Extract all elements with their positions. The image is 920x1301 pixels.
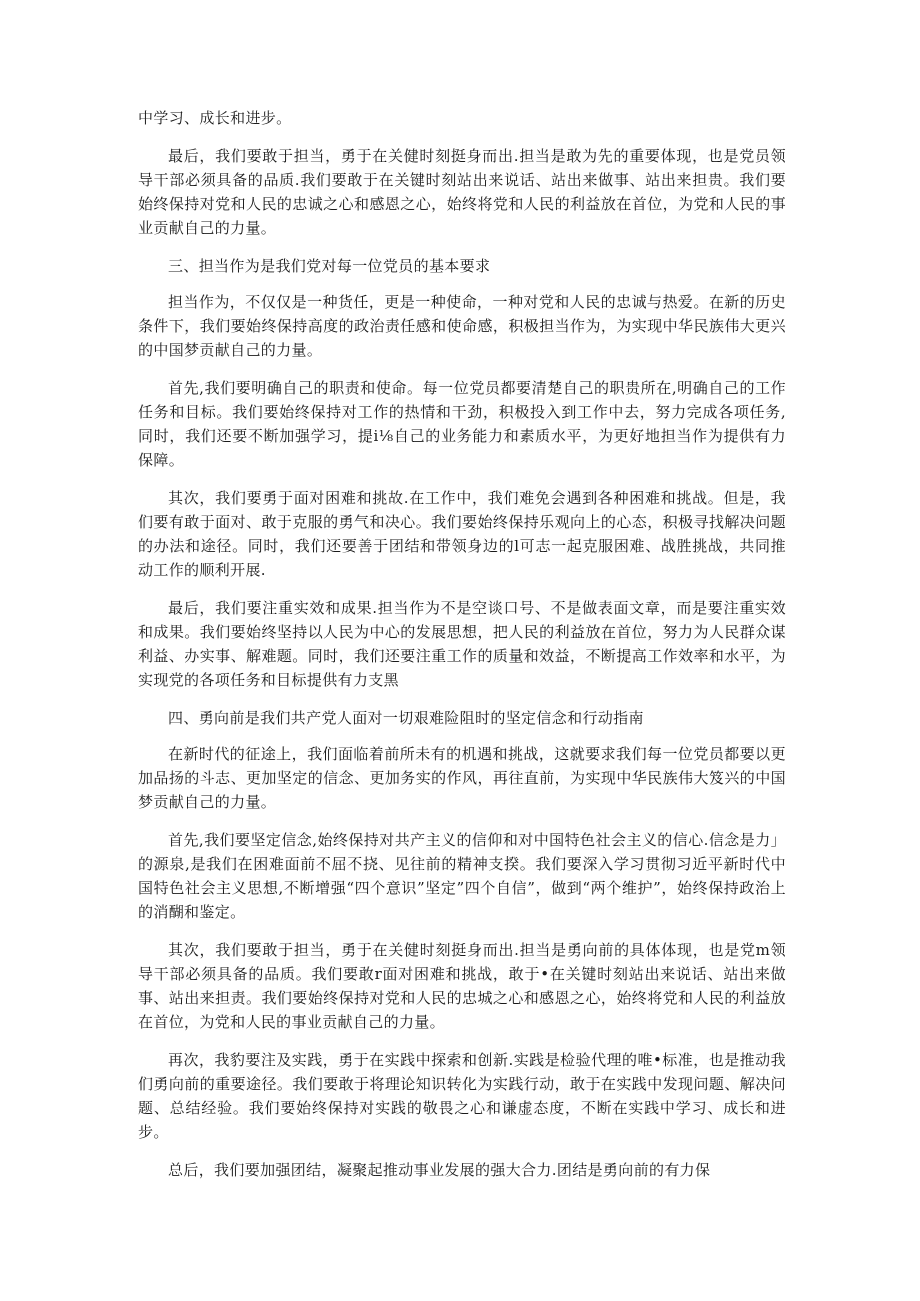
paragraph-second-dare-to-act: 其次，我们要敢于担当，勇于在关健时刻挺身而出.担当是勇向前的具体体现，也是党m领导干部必须具备的品质。我们要敢r面对困难和挑战，敢于•在关键时刻站出来说话、站出来做事、站出来担责。我们要始终保持对党和人民的忠城之心和感恩之心，始终将党和人民的利益放在首位，为党和人民的事业贡献自己的力量。 <box>138 941 786 1031</box>
paragraph-new-era-intro: 在新时代的征途上，我们面临着前所未有的机遇和挑战，这就要求我们每一位党员都要以更加品扬的斗志、更加坚定的信念、更加务实的作风，再往直前，为实现中华民族伟大笈兴的中国梦贡献自己的力量。 <box>138 745 786 811</box>
paragraph-first-clarify-duties: 首先,我们要明确自己的职责和使命。每一位党员都要清楚自己的职贵所在,明确自己的工作任务和目标。我们要始终保持对工作的热情和干劲，积极投入到工作中去，努力完成各项任务,同时，我们还要不断加强学习，提i⅛自己的业务能力和素质水平，为更好地担当作为提供有力保障。 <box>138 379 786 469</box>
paragraph-finally-dare-to-take-responsibility: 最后，我们要敢于担当，勇于在关健时刻挺身而出.担当是敢为先的重要体现，也是党员领导干部必须具备的品质.我们要敢于在关键时刻站出来说话、站出来做事、站出来担贵。我们要始终保持对党和人民的忠诚之心和感恩之心，始终将党和人民的利益放在首位，为党和人民的事业贡献自己的力量。 <box>138 147 786 237</box>
paragraph-last-focus-results: 最后，我们要注重实效和成果.担当作为不是空谈口号、不是做表面文章，而是要注重实效和成果。我们要始终坚持以人民为中心的发展思想，把人民的利益放在首位，努力为人民群众谋利益、办实事、解难题。同时，我们还要注重工作的质量和效益，不断提高工作效率和水平，为实现党的各项任务和目标提供有力支黑 <box>138 599 786 689</box>
paragraph-third-practice: 再次，我豹要注及实践，勇于在实践中探索和创新.实践是检验代理的唯•标准，也是推动我们勇向前的重要途径。我们要敢于将理论知识转化为实践行动，敢于在实践中发现问题、解决问题、总结经验。我们要始终保持对实践的敬畏之心和谦虚态度，不断在实践中学习、成长和进步。 <box>138 1051 786 1141</box>
paragraph-responsibility-intro: 担当作为，不仅仅是一种货任，更是一种使命，一种对党和人民的忠诚与热爱。在新的历史条件下，我们要始终保持高度的政治责任感和使命感，积极担当作为，为实现中华民族伟大更兴的中国梦贡献自己的力量。 <box>138 293 786 359</box>
paragraph-last-unity: 总后，我们要加强团结，凝聚起推动事业发展的强大合力.团结是勇向前的有力保 <box>168 1161 711 1179</box>
section-heading-4: 四、勇向前是我们共产党人面对一切艰难险阻时的坚定信念和行动指南 <box>168 709 644 727</box>
paragraph-first-firm-belief: 首先,我们要坚定信念,始终保持对共产主义的信仰和对中国特色社会主义的信心.信念是力」的源泉,是我们在困难面前不屈不挠、见往前的精神支揆。我们要深入学习贯彻习近平新时代中国特色社会主义思想,不断增强“四个意识”坚定”四个自信”，做到“两个维护”，始终保持政治上的消醐和鉴定。 <box>138 831 786 921</box>
paragraph-second-face-difficulties: 其次，我们要勇于面对困难和挑故.在工作中，我们难免会遇到各种困难和挑战。但是，我们要有敢于面对、敢于克服的勇气和决心。我们要始终保持乐观向上的心态，积极寻找解决问题的办法和途径。同时，我们还要善于团结和带领身边的l可志一起克服困难、战胜挑战，共同推动工作的顺利开展. <box>138 489 786 579</box>
document-page <box>138 106 786 1196</box>
section-heading-3: 三、担当作为是我们党对每一位党员的基本要求 <box>168 257 491 275</box>
paragraph-continuation: 中学习、成长和进步。 <box>138 109 292 127</box>
